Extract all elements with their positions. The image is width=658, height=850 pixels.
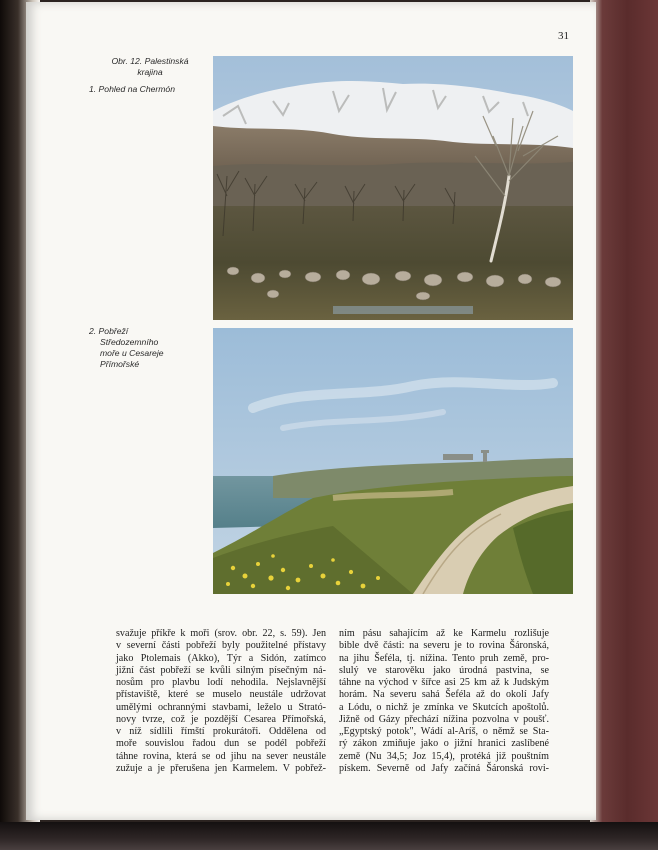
page-number: 31: [558, 30, 569, 42]
caption-line: Středozemního: [100, 337, 159, 347]
text-line: na jihu Šeféla, tj. nížina. Tento pruh země, pro-: [339, 652, 549, 664]
caption-line: moře u Cesareje: [100, 348, 164, 358]
caption-line: Přímořské: [100, 359, 140, 369]
text-line: táhne na východ v šířce asi 25 km až k Judským: [339, 677, 549, 688]
figure-title-line: Obr. 12. Palestinská: [111, 56, 189, 66]
text-line: jako Ptolemais (Akko), Týr a Sidón, zatímco: [116, 652, 326, 664]
figure-title: [89, 56, 211, 78]
text-line: moře souvislou řadou dun se podél pobřeží: [116, 738, 326, 750]
text-line: táhne rovina, která se od jihu na sever neustále: [116, 750, 326, 762]
text-line: „Egyptský potok", Wádí al-Aríš, o němž se Sta-: [339, 726, 549, 737]
text-line: v níž sídlili římští prokurátoři. Oddělena od: [116, 726, 326, 737]
figure-title-line: krajina: [137, 67, 163, 77]
text-line: svažuje příkře k moři (srov. obr. 22, s. 59). Jen: [116, 628, 326, 639]
text-line: jižní část pobřeží se kvůli silným písečným ná-: [116, 664, 326, 676]
figure-caption-1: 1. Pohled na Chermón: [89, 84, 175, 94]
text-line: Jižně od Gázy přechází nížina pozvolna v poušť.: [339, 713, 549, 725]
text-line: horám. Na severu sahá Šeféla až do okolí Jafy: [339, 689, 549, 701]
text-line: a Lódu, o nichž je zmínka ve Skutcích apoštolů.: [339, 701, 549, 713]
text-column-left: [116, 628, 326, 775]
text-line: umělými ochrannými stavbami, leželo u Strató-: [116, 701, 326, 713]
text-line: novy tvrze, což je pozdější Cesarea Přímořská,: [116, 713, 326, 725]
photo-mount-hermon: [213, 56, 573, 320]
text-line: pískem. Severně od Jafy začíná Šáronská rovi-: [339, 762, 549, 774]
text-line: zužuje a je přerušena jen Karmelem. V pobřež-: [116, 762, 326, 774]
caption-line: 2. Pobřeží: [89, 326, 129, 336]
book-cover-edge: [590, 0, 658, 850]
photo-caesarea-coast: [213, 328, 573, 594]
book-page: [26, 2, 596, 820]
text-line: nosům pro plavbu lodí nehodila. Nejslavnější: [116, 677, 326, 688]
text-column-right: [339, 628, 549, 775]
book-bottom-edge: [0, 822, 658, 850]
mountain-landscape-image: [213, 56, 573, 320]
text-line: v severní části pobřeží byly použitelné přístavy: [116, 640, 326, 652]
text-line: bible dvě části: na severu je to rovina Šáronská,: [339, 640, 549, 652]
text-line: ním pásu sahajícím až ke Karmelu rozlišuje: [339, 628, 549, 639]
coast-landscape-image: [213, 328, 573, 594]
text-line: země (Nu 34,5; Joz 15,4), protéká již pouštním: [339, 750, 549, 762]
text-line: slulý ve starověku jako úrodná pastvina, se: [339, 664, 549, 676]
text-line: přístaviště, které se muselo neustále udržovat: [116, 689, 326, 701]
figure-caption-2: [89, 326, 207, 370]
text-line: rý zákon zmiňuje jako o jižní hranici zaslíbené: [339, 738, 549, 750]
